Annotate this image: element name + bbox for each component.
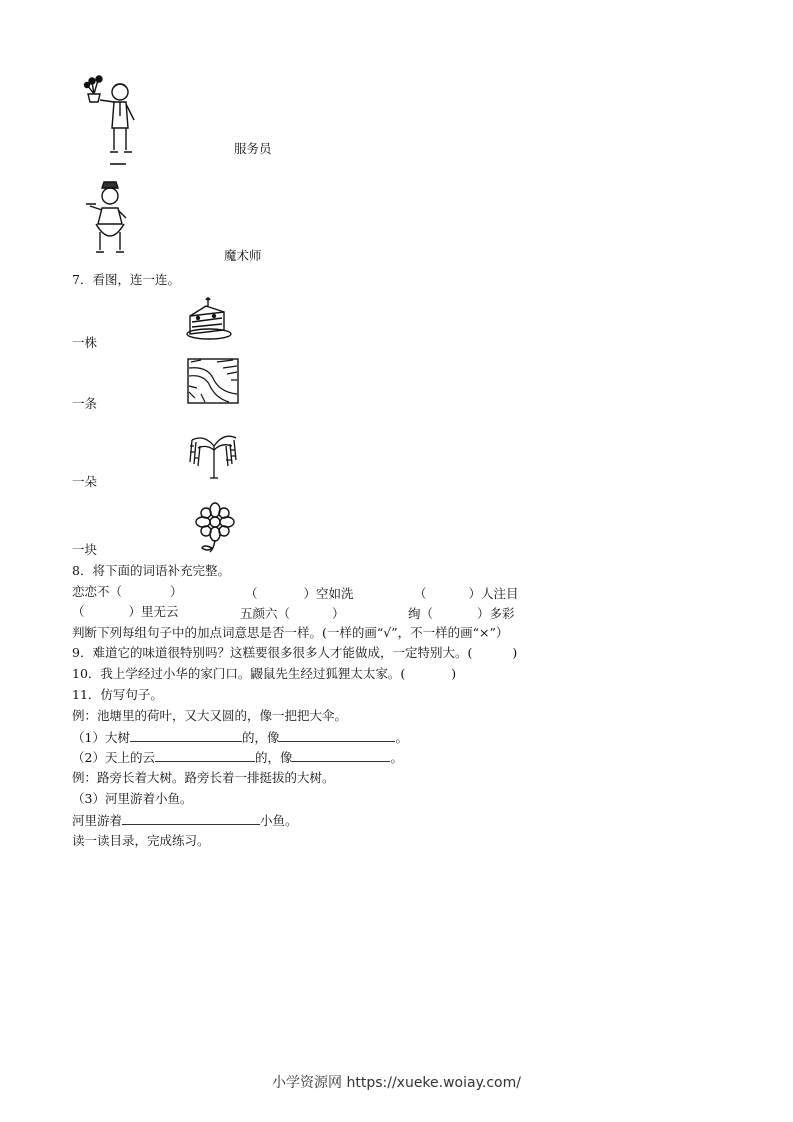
q8-row-2 bbox=[72, 604, 179, 620]
q7-item-4: 一块 bbox=[72, 542, 98, 557]
label-magician: 魔术师 bbox=[224, 248, 262, 263]
q11-sentence-4 bbox=[72, 812, 298, 829]
q10-close: ) bbox=[451, 666, 457, 681]
q8-r2-c-wrap bbox=[240, 604, 345, 622]
s4-blank[interactable] bbox=[122, 812, 260, 825]
s2-b: 的，像 bbox=[254, 750, 293, 765]
q8-r1-c: （ bbox=[245, 586, 258, 601]
q8-title: 8．将下面的词语补充完整。 bbox=[72, 563, 230, 578]
q7-item-2: 一条 bbox=[72, 396, 98, 411]
judge-instruction: 判断下列每组句子中的加点词意思是否一样。(一样的画“√”，不一样的画“×”） bbox=[72, 625, 509, 640]
q8-r2-d: ） bbox=[332, 606, 345, 621]
q9-text: 9．难道它的味道很特别吗？这糕要很多很多人才能做成，一定特别大。( bbox=[72, 645, 473, 660]
s2-c: 。 bbox=[390, 750, 403, 765]
q8-r1-f: ）人注目 bbox=[468, 586, 519, 601]
q7-item-1: 一株 bbox=[72, 335, 98, 350]
s2-blank-2[interactable] bbox=[292, 749, 390, 762]
q8-row-1 bbox=[72, 584, 183, 600]
willow-tree-image bbox=[186, 424, 242, 480]
q8-r1-d: ）空如洗 bbox=[303, 586, 354, 601]
q8-r2-b: ）里无云 bbox=[128, 604, 179, 619]
q7-item-3: 一朵 bbox=[72, 474, 98, 489]
river-image bbox=[187, 358, 239, 404]
q11-example-2: 例：路旁长着大树。路旁长着一排挺拔的大树。 bbox=[72, 770, 335, 785]
waiter-figure-image bbox=[80, 72, 152, 158]
q8-r1-c-wrap bbox=[245, 584, 354, 602]
q8-r1-e: （ bbox=[414, 586, 427, 601]
q8-r2-c: 五颜六（ bbox=[240, 606, 291, 621]
page-footer: 小学资源网 https://xueke.woiay.com/ bbox=[272, 1075, 521, 1091]
q10-text: 10．我上学经过小华的家门口。鼹鼠先生经过狐狸太太家。( bbox=[72, 666, 406, 681]
q8-r2-a: （ bbox=[72, 604, 85, 619]
s1-blank-2[interactable] bbox=[279, 729, 395, 742]
s1-a: （1）大树 bbox=[72, 730, 130, 745]
s1-blank-1[interactable] bbox=[130, 729, 242, 742]
q8-r2-e: 绚（ bbox=[408, 606, 434, 621]
divider-mark bbox=[110, 163, 126, 165]
q11-example-1: 例：池塘里的荷叶，又大又圆的，像一把把大伞。 bbox=[72, 708, 348, 723]
q11-sentence-1 bbox=[72, 729, 408, 746]
magician-figure-image bbox=[80, 178, 138, 256]
q8-r1-b: ） bbox=[170, 584, 183, 599]
s1-b: 的，像 bbox=[241, 730, 280, 745]
q8-r2-e-wrap bbox=[408, 604, 515, 622]
q12-title: 读一读目录，完成练习。 bbox=[72, 833, 210, 848]
s2-blank-1[interactable] bbox=[155, 749, 255, 762]
s2-a: （2）天上的云 bbox=[72, 750, 155, 765]
cake-image bbox=[184, 296, 234, 342]
s4-b: 小鱼。 bbox=[260, 813, 298, 828]
q9-close: ) bbox=[512, 645, 518, 660]
q11-sentence-3: （3）河里游着小鱼。 bbox=[72, 791, 193, 806]
q8-r1-e-wrap bbox=[414, 584, 519, 602]
flower-image bbox=[190, 502, 240, 554]
q7-title: 7．看图，连一连。 bbox=[72, 272, 180, 287]
s1-c: 。 bbox=[395, 730, 408, 745]
q11-title: 11．仿写句子。 bbox=[72, 687, 163, 702]
q10 bbox=[72, 666, 456, 682]
q9 bbox=[72, 645, 517, 661]
s4-a: 河里游着 bbox=[72, 813, 123, 828]
q8-r2-f: ）多彩 bbox=[477, 606, 515, 621]
label-waiter: 服务员 bbox=[234, 141, 272, 156]
q11-sentence-2 bbox=[72, 749, 403, 766]
q8-r1-a: 恋恋不（ bbox=[72, 584, 123, 599]
